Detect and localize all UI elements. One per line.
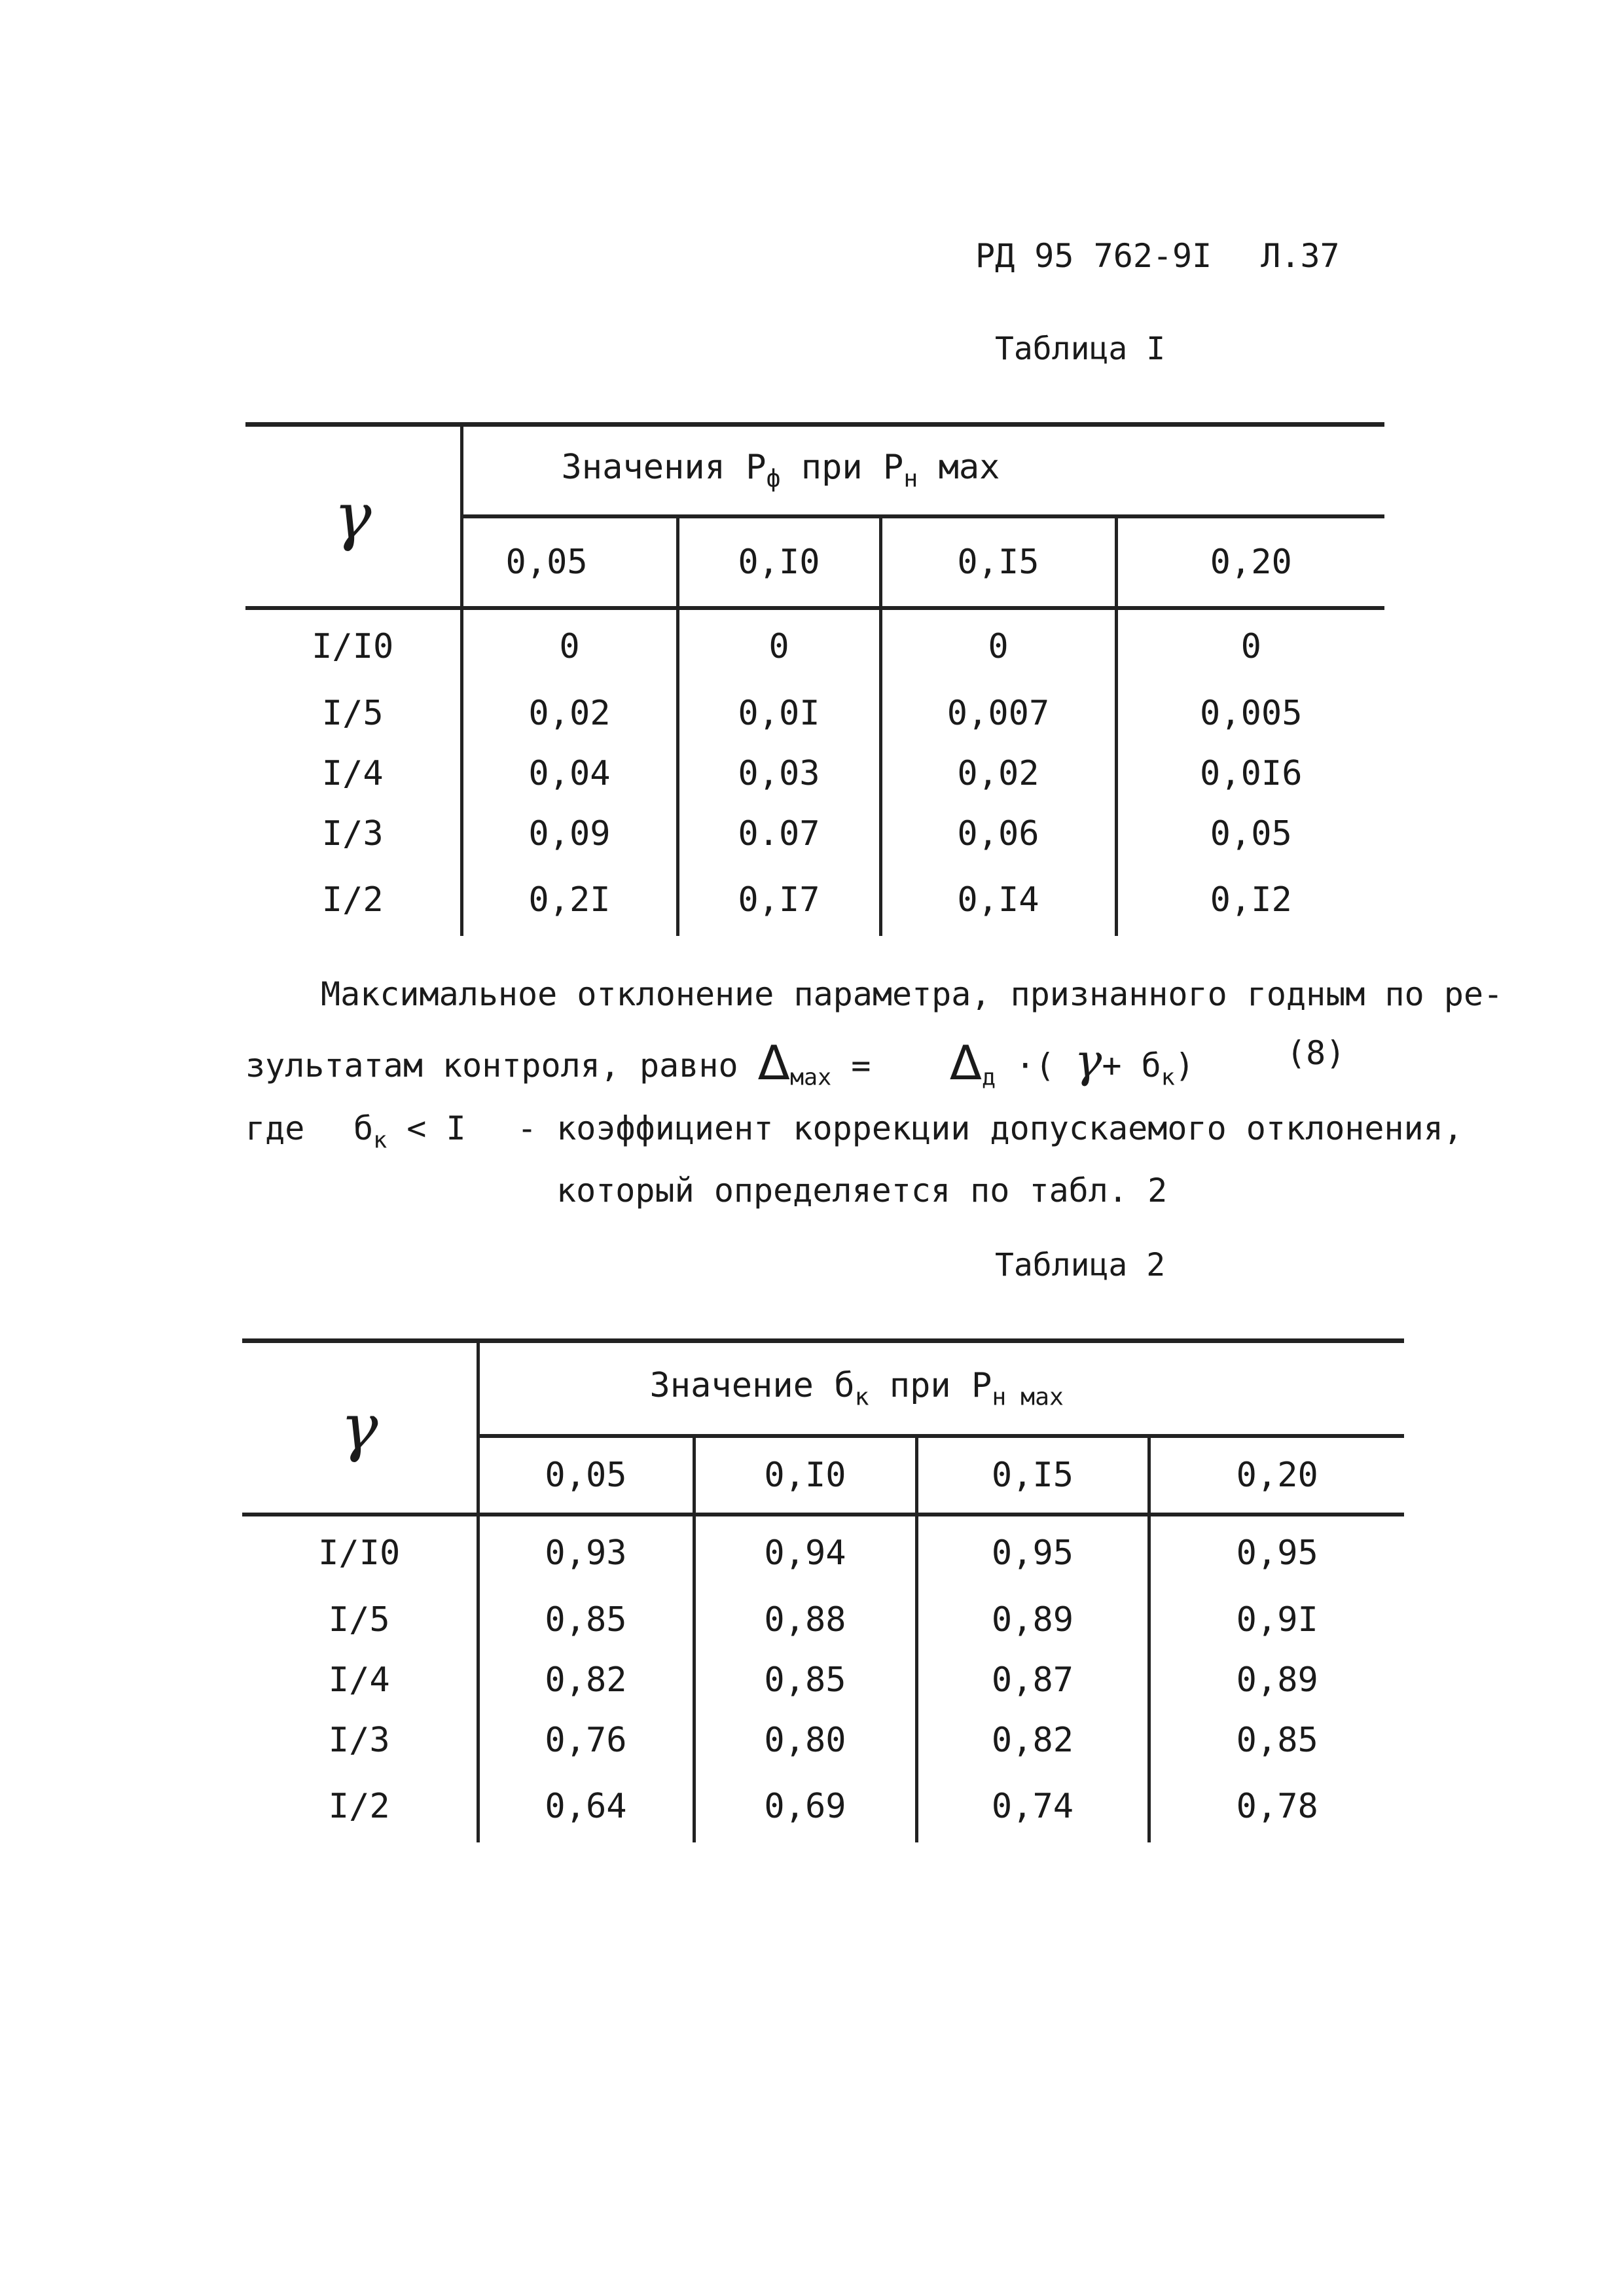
table-row — [245, 608, 1384, 683]
table-cell: 0 — [880, 608, 1116, 683]
table1-gamma-header: γ — [245, 425, 461, 608]
table-row — [242, 1770, 1404, 1842]
table-row — [245, 683, 1384, 744]
table-row — [245, 864, 1384, 936]
table2-col-header: 0,05 — [478, 1436, 694, 1515]
row-label: I/5 — [245, 683, 461, 744]
table1-col-header: 0,05 — [461, 516, 677, 608]
table1-col-header: 0,I5 — [880, 516, 1116, 608]
row-label: I/5 — [242, 1590, 478, 1650]
table2-group-header: Значение $б_к$ при $P_{н мах}$ — [478, 1341, 1404, 1436]
table2-caption: Таблица 2 — [995, 1247, 1166, 1283]
table-cell: 0,06 — [880, 804, 1116, 864]
where-label: где — [245, 1109, 305, 1147]
table-cell: 0 — [677, 608, 880, 683]
row-label: I/4 — [242, 1650, 478, 1710]
table-cell: 0,85 — [694, 1650, 916, 1710]
table-cell: 0,95 — [1236, 1533, 1318, 1573]
table-cell: 0,03 — [677, 744, 880, 804]
table-cell: 0,09 — [461, 804, 677, 864]
table2-col-header: 0,I0 — [694, 1436, 916, 1515]
table-cell: 0,0I6 — [1199, 753, 1303, 793]
table-cell: 0 — [461, 608, 677, 683]
table-cell: 0,94 — [694, 1515, 916, 1590]
table-row — [242, 1590, 1404, 1650]
table-row — [245, 744, 1384, 804]
table-cell: 0,82 — [478, 1650, 694, 1710]
coef-symbol: $б_к < I$ — [353, 1109, 466, 1154]
delta-symbol: Δ — [757, 1035, 790, 1090]
table2 — [242, 1338, 1404, 1842]
equation-number: (8) — [1286, 1034, 1346, 1072]
table-cell: 0,89 — [916, 1590, 1149, 1650]
table-cell: 0,82 — [916, 1710, 1149, 1770]
table1-col-header: 0,I0 — [677, 516, 880, 608]
table-row — [242, 1650, 1404, 1710]
row-label: I/I0 — [245, 608, 461, 683]
table1-group-header: Значения $P_ф$ при $P_н$ мах — [461, 425, 1384, 516]
table1-col-header: 0,20 — [1116, 516, 1384, 608]
table-cell: 0,02 — [461, 683, 677, 744]
table-cell: 0,85 — [478, 1590, 694, 1650]
row-label: I/I0 — [242, 1515, 478, 1590]
table-cell: 0,64 — [478, 1770, 694, 1842]
formula-line: зультатам контроля, равно $\Delta_{мах}$ = $\Delta_д$ ·( $\gamma+ б_к$) — [245, 1034, 1195, 1091]
paragraph-line-4: который определяется по табл. 2 — [556, 1172, 1168, 1210]
table2-gamma-header: γ — [242, 1341, 478, 1515]
table-cell: 0,78 — [1236, 1786, 1318, 1826]
table1 — [245, 422, 1384, 936]
table-cell: 0,85 — [1236, 1720, 1318, 1760]
table-cell: 0,88 — [694, 1590, 916, 1650]
table-cell: 0,I4 — [880, 864, 1116, 936]
page-number: Л.37 — [1261, 237, 1340, 275]
table-cell: 0,69 — [694, 1770, 916, 1842]
table1-caption: Таблица I — [995, 331, 1166, 367]
table-cell: 0,93 — [478, 1515, 694, 1590]
delta-symbol: Δ — [949, 1035, 983, 1090]
table-cell: 0,04 — [461, 744, 677, 804]
table-cell: 0,007 — [880, 683, 1116, 744]
table-cell: 0 — [1240, 626, 1261, 666]
row-label: I/2 — [245, 864, 461, 936]
row-label: I/4 — [245, 744, 461, 804]
table-cell: 0,95 — [916, 1515, 1149, 1590]
table-cell: 0,74 — [916, 1770, 1149, 1842]
table-row — [245, 804, 1384, 864]
paragraph-line-1: Максимальное отклонение параметра, признанного годным по ре- — [321, 975, 1504, 1013]
table-cell: 0,I7 — [677, 864, 880, 936]
table-cell: 0,0I — [677, 683, 880, 744]
row-label: I/2 — [242, 1770, 478, 1842]
table-cell: 0,2I — [461, 864, 677, 936]
table-cell: 0,05 — [1210, 814, 1292, 853]
document-header — [975, 237, 1340, 275]
table-cell: 0,9I — [1236, 1600, 1318, 1640]
table-row — [242, 1515, 1404, 1590]
doc-code: РД 95 762-9I — [975, 237, 1212, 275]
row-label: I/3 — [245, 804, 461, 864]
table-cell: 0,I2 — [1210, 880, 1292, 920]
table-cell: 0.07 — [677, 804, 880, 864]
table-cell: 0,89 — [1236, 1660, 1318, 1700]
table2-col-header: 0,20 — [1149, 1436, 1404, 1515]
table-cell: 0,02 — [880, 744, 1116, 804]
table-cell: 0,87 — [916, 1650, 1149, 1710]
table-cell: 0,005 — [1199, 693, 1303, 733]
table2-col-header: 0,I5 — [916, 1436, 1149, 1515]
row-label: I/3 — [242, 1710, 478, 1770]
coef-description: - коэффициент коррекции допускаемого отклонения, — [517, 1109, 1463, 1147]
table-cell: 0,80 — [694, 1710, 916, 1770]
table-row — [242, 1710, 1404, 1770]
table-cell: 0,76 — [478, 1710, 694, 1770]
